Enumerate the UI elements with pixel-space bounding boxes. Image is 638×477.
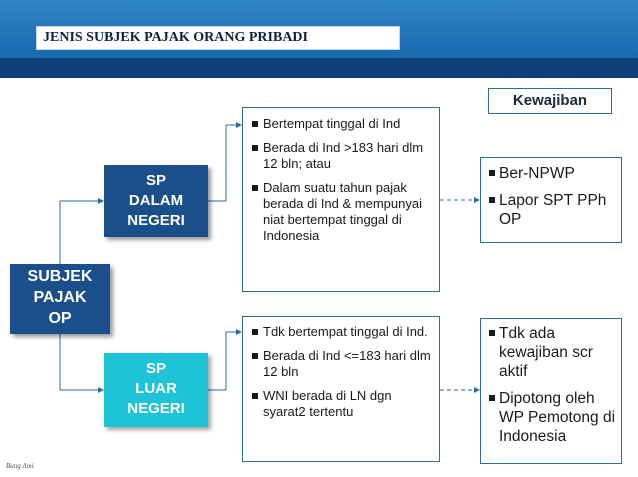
dalam-criteria-box — [242, 107, 440, 292]
list-item: Dipotong oleh WP Pemotong di Indonesia — [487, 389, 617, 446]
list-item: Lapor SPT PPh OP — [487, 191, 617, 229]
list-item: Ber-NPWP — [487, 164, 617, 183]
sp-dalam-line: DALAM — [128, 192, 184, 209]
sp-dalam-line: SP — [145, 172, 166, 189]
luar-criteria-box — [242, 316, 440, 462]
subjek-line: SUBJEK — [27, 268, 93, 285]
sp-luar-line: LUAR — [135, 380, 177, 397]
sp-luar-negeri-node — [104, 353, 208, 427]
sp-luar-line: SP — [145, 360, 166, 377]
sp-dalam-line: NEGERI — [127, 212, 185, 229]
list-item: Tdk bertempat tinggal di Ind. — [249, 324, 433, 340]
list-item: Berada di Ind <=183 hari dlm 12 bln — [249, 348, 433, 380]
list-item: Bertempat tinggal di Ind — [249, 116, 433, 132]
kewajiban-label: Kewajiban — [488, 88, 612, 114]
list-item: WNI berada di LN dgn syarat2 tertentu — [249, 388, 433, 420]
list-item: Tdk ada kewajiban scr aktif — [487, 324, 617, 381]
kewajiban-luar-box — [480, 318, 622, 464]
subjek-pajak-op-node — [10, 264, 110, 334]
subjek-line: OP — [48, 310, 72, 327]
watermark: Bang Ami — [6, 462, 34, 470]
kewajiban-dalam-box — [480, 157, 622, 243]
sp-luar-line: NEGERI — [127, 400, 185, 417]
list-item: Dalam suatu tahun pajak berada di Ind & mempunyai niat bertempat tinggal di Indonesia — [249, 180, 433, 244]
subjek-line: PAJAK — [33, 289, 87, 306]
sp-dalam-negeri-node — [104, 165, 208, 237]
list-item: Berada di Ind >183 hari dlm 12 bln; atau — [249, 140, 433, 172]
page-title: JENIS SUBJEK PAJAK ORANG PRIBADI — [43, 30, 308, 45]
